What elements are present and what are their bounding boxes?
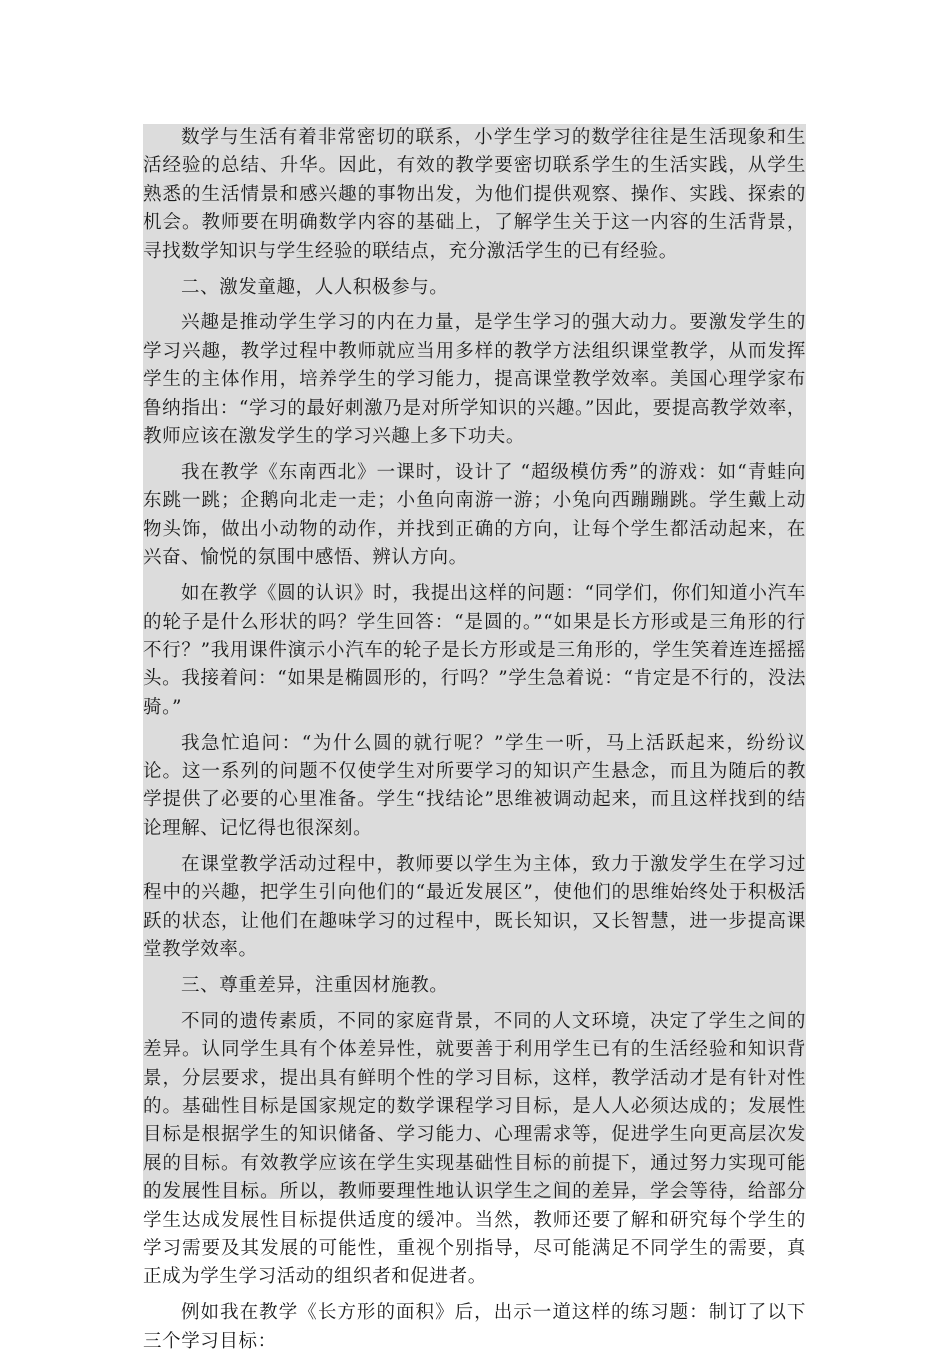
paragraph-classroom-activity: 在课堂教学活动过程中，教师要以学生为主体，致力于激发学生在学习过程中的兴趣，把学生引向他们的“最近发展区”，使他们的思维始终处于积极活跃的状态，让他们在趣味学习的过程中，既长知识，又长智慧，进一步提高课堂教学效率。: [143, 853, 806, 960]
paragraph-directions-example: 我在教学《东南西北》一课时，设计了 “超级模仿秀”的游戏：如“青蛙向东跳一跳；企鹅向北走一走；小鱼向南游一游；小兔向西蹦蹦跳。学生戴上动物头饰，做出小动物的动作，并找到正确的方向，让每个学生都活动起来，在兴奋、愉悦的氛围中感悟、辨认方向。: [143, 461, 806, 569]
paragraph-follow-up: 我急忙追问：“为什么圆的就行呢？”学生一听，马上活跃起来，纷纷议论。这一系列的问题不仅使学生对所要学习的知识产生悬念，而且为随后的教学提供了必要的心里准备。学生“找结论”思维被调动起来，而且这样找到的结论理解、记忆得也很深刻。: [143, 732, 806, 839]
paragraph-rectangle-example: 例如我在教学《长方形的面积》后，出示一道这样的练习题：制订了以下三个学习目标：: [143, 1302, 806, 1352]
paragraph-circle-example: 如在教学《圆的认识》时，我提出这样的问题：“同学们，你们知道小汽车的轮子是什么形状的吗？学生回答：“是圆的。”“如果是长方形或是三角形的行不行？”我用课件演示小汽车的轮子是长方形或是三角形的，学生笑着连连摇摇头。我接着问：“如果是椭圆形的，行吗？”学生急着说：“肯定是不行的，没法骑。”: [143, 583, 806, 718]
paragraph-interest: 兴趣是推动学生学习的内在力量，是学生学习的强大动力。要激发学生的学习兴趣，教学过程中教师就应当用多样的教学方法组织课堂教学，从而发挥学生的主体作用，培养学生的学习能力，提高课堂教学效率。美国心理学家布鲁纳指出：“学习的最好刺激乃是对所学知识的兴趣。”因此，要提高教学效率，教师应该在激发学生的学习兴趣上多下功夫。: [143, 312, 806, 448]
paragraph-differences: 不同的遗传素质，不同的家庭背景，不同的人文环境，决定了学生之间的差异。认同学生具有个体差异性，就要善于利用学生已有的生活经验和知识背景，分层要求，提出具有鲜明个性的学习目标，这样，教学活动才是有针对性的。基础性目标是国家规定的数学课程学习目标，是人人必须达成的；发展性目标是根据学生的知识储备、学习能力、心理需求等，促进学生向更高层次发展的目标。有效教学应该在学生实现基础性目标的前提下，通过努力实现可能的发展性目标。所以，教师要理性地认识学生之间的差异，学会等待，给部分学生达成发展性目标提供适度的缓冲。当然，教师还要了解和研究每个学生的学习需要及其发展的可能性，重视个别指导，尽可能满足不同学生的需要，真正成为学生学习活动的组织者和促进者。: [143, 1010, 806, 1288]
paragraph-life-connection: 数学与生活有着非常密切的联系，小学生学习的数学往往是生活现象和生活经验的总结、升华。因此，有效的教学要密切联系学生的生活实践，从学生熟悉的生活情景和感兴趣的事物出发，为他们提供观察、操作、实践、探索的机会。教师要在明确数学内容的基础上，了解学生关于这一内容的生活背景，寻找数学知识与学生经验的联结点，充分激活学生的已有经验。: [143, 127, 806, 262]
section-heading-2: 二、激发童趣，人人积极参与。: [181, 276, 449, 298]
text-block: [143, 124, 806, 1352]
section-heading-3: 三、尊重差异，注重因材施教。: [181, 974, 449, 996]
